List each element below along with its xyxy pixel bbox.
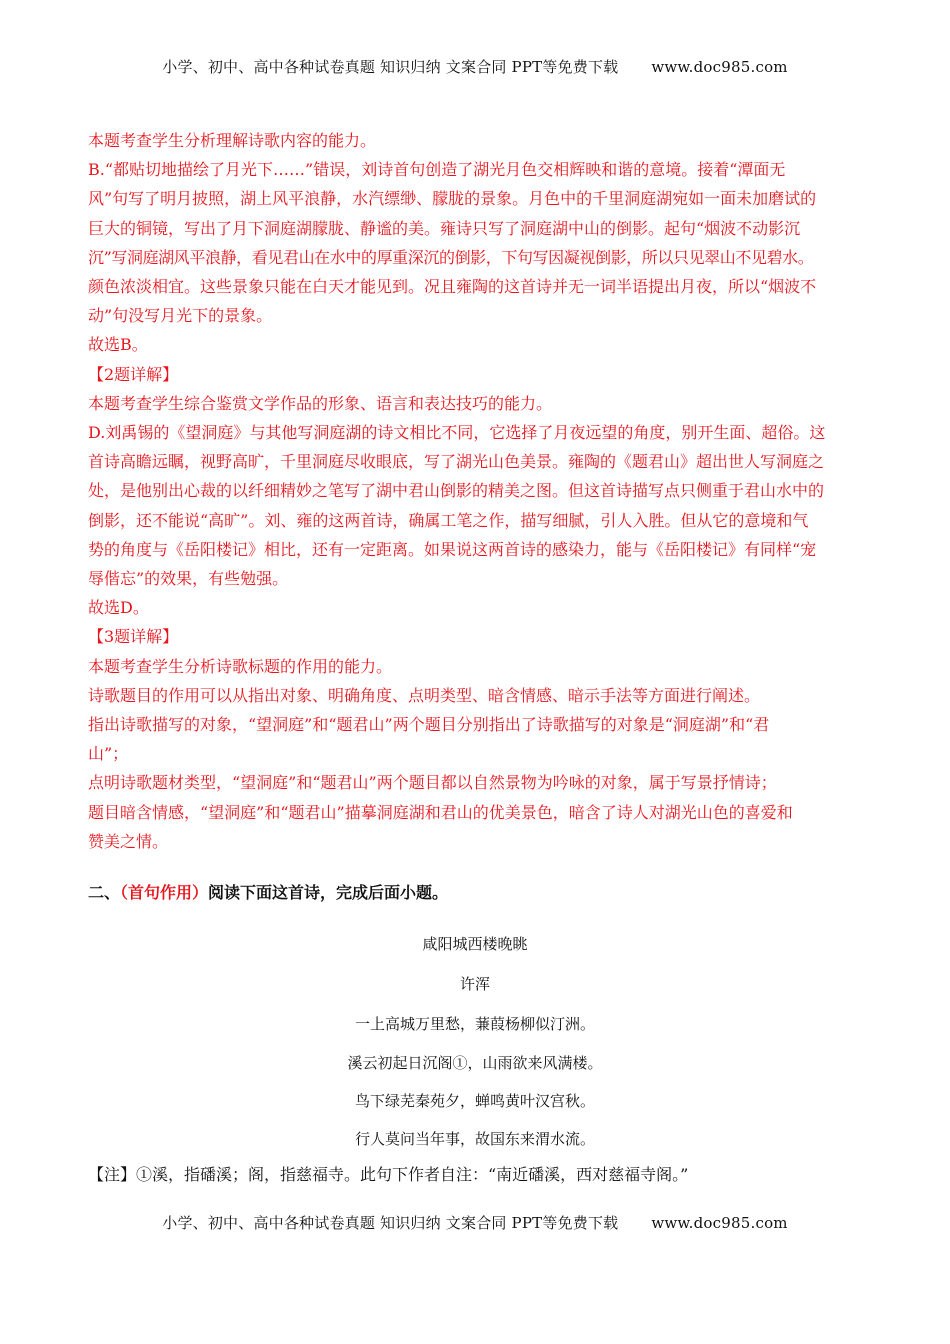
poem-title: 咸阳城西楼晚眺 [422,935,528,953]
section-number: 二、 [88,883,121,902]
footer-url-link[interactable]: www.doc985.com [651,1214,788,1232]
poem-author: 许浑 [459,975,490,993]
answer-line: 颜色浓淡相宜。这些景象只能在白天才能见到。况且雍陶的这首诗并无一词半语提出月夜，所以“烟波不 [88,277,817,297]
poem-note: 【注】①溪，指磻溪；阁，指慈福寺。此句下作者自注：“南近磻溪，西对慈福寺阁。” [88,1165,689,1184]
section-heading-q2: 【2题详解】 [88,364,179,384]
answer-line: 倒影，还不能说“高旷”。刘、雍的这两首诗，确属工笔之作，描写细腻，引人入胜。但从它的意境和气 [88,510,809,530]
poem-line: 鸟下绿芜秦苑夕，蝉鸣黄叶汉宫秋。 [354,1092,595,1110]
answer-explanations [88,126,868,856]
footer-text: 小学、初中、高中各种试卷真题 知识归纳 文案合同 PPT等免费下载 [162,1214,619,1232]
poem-line: 行人莫问当年事，故国东来渭水流。 [354,1130,595,1148]
section-tag: （首句作用） [120,883,209,902]
answer-line: 点明诗歌题材类型，“望洞庭”和“题君山”两个题目都以自然景物为吟咏的对象，属于写景抒情诗； [88,773,777,793]
poem-line: 一上高城万里愁，蒹葭杨柳似汀洲。 [354,1015,595,1033]
page-footer [0,1212,950,1233]
answer-line: B.“都贴切地描绘了月光下……”错误，刘诗首句创造了湖光月色交相辉映和谐的意境。接着“潭面无 [88,160,786,180]
answer-line: 本题考查学生分析诗歌标题的作用的能力。 [88,656,393,676]
answer-line: 故选D。 [88,598,149,618]
answer-line: 题目暗含情感，“望洞庭”和“题君山”描摹洞庭湖和君山的优美景色，暗含了诗人对湖光山色的喜爱和 [88,802,793,822]
section-instruction: 阅读下面这首诗，完成后面小题。 [208,883,449,902]
answer-line: D.刘禹锡的《望洞庭》与其他写洞庭湖的诗文相比不同，它选择了月夜远望的角度，别开生面、超俗。这 [88,423,826,443]
answer-line: 沉”写洞庭湖风平浪静，看见君山在水中的厚重深沉的倒影，下句写因凝视倒影，所以只见翠山不见碧水。 [88,247,814,267]
header-url-link[interactable]: www.doc985.com [651,58,788,76]
answer-line: 山”； [88,744,129,764]
section-two-heading [88,878,868,907]
answer-line: 动”句没写月光下的景象。 [88,306,273,326]
answer-line: 势的角度与《岳阳楼记》相比，还有一定距离。如果说这两首诗的感染力，能与《岳阳楼记》有同样“宠 [88,539,817,559]
answer-line: 本题考查学生综合鉴赏文学作品的形象、语言和表达技巧的能力。 [88,393,553,413]
answer-line: 处，是他别出心裁的以纤细精妙之笔写了湖中君山倒影的精美之图。但这首诗描写点只侧重于君山水中的 [88,481,825,501]
answer-line: 巨大的铜镜，写出了月下洞庭湖朦胧、静谧的美。雍诗只写了洞庭湖中山的倒影。起句“烟波不动影沉 [88,218,801,238]
answer-line: 辱偕忘”的效果，有些勉强。 [88,569,289,589]
answer-line: 赞美之情。 [88,831,169,851]
answer-line: 风”句写了明月披照，湖上风平浪静，水汽缥缈、朦胧的景象。月色中的千里洞庭湖宛如一面未加磨试的 [88,189,817,209]
answer-line: 本题考查学生分析理解诗歌内容的能力。 [88,131,377,150]
section-heading-q3: 【3题详解】 [88,627,179,647]
answer-line: 诗歌题目的作用可以从指出对象、明确角度、点明类型、暗含情感、暗示手法等方面进行阐述。 [88,685,761,705]
header-text: 小学、初中、高中各种试卷真题 知识归纳 文案合同 PPT等免费下载 [162,58,619,76]
answer-line: 故选B。 [88,335,148,355]
page-header [0,56,950,77]
answer-line: 指出诗歌描写的对象，“望洞庭”和“题君山”两个题目分别指出了诗歌描写的对象是“洞庭湖”和“君 [88,715,770,735]
poem-line: 溪云初起日沉阁①，山雨欲来风满楼。 [347,1054,603,1072]
answer-line: 首诗高瞻远瞩，视野高旷，千里洞庭尽收眼底，写了湖光山色美景。雍陶的《题君山》超出世人写洞庭之 [88,452,825,472]
